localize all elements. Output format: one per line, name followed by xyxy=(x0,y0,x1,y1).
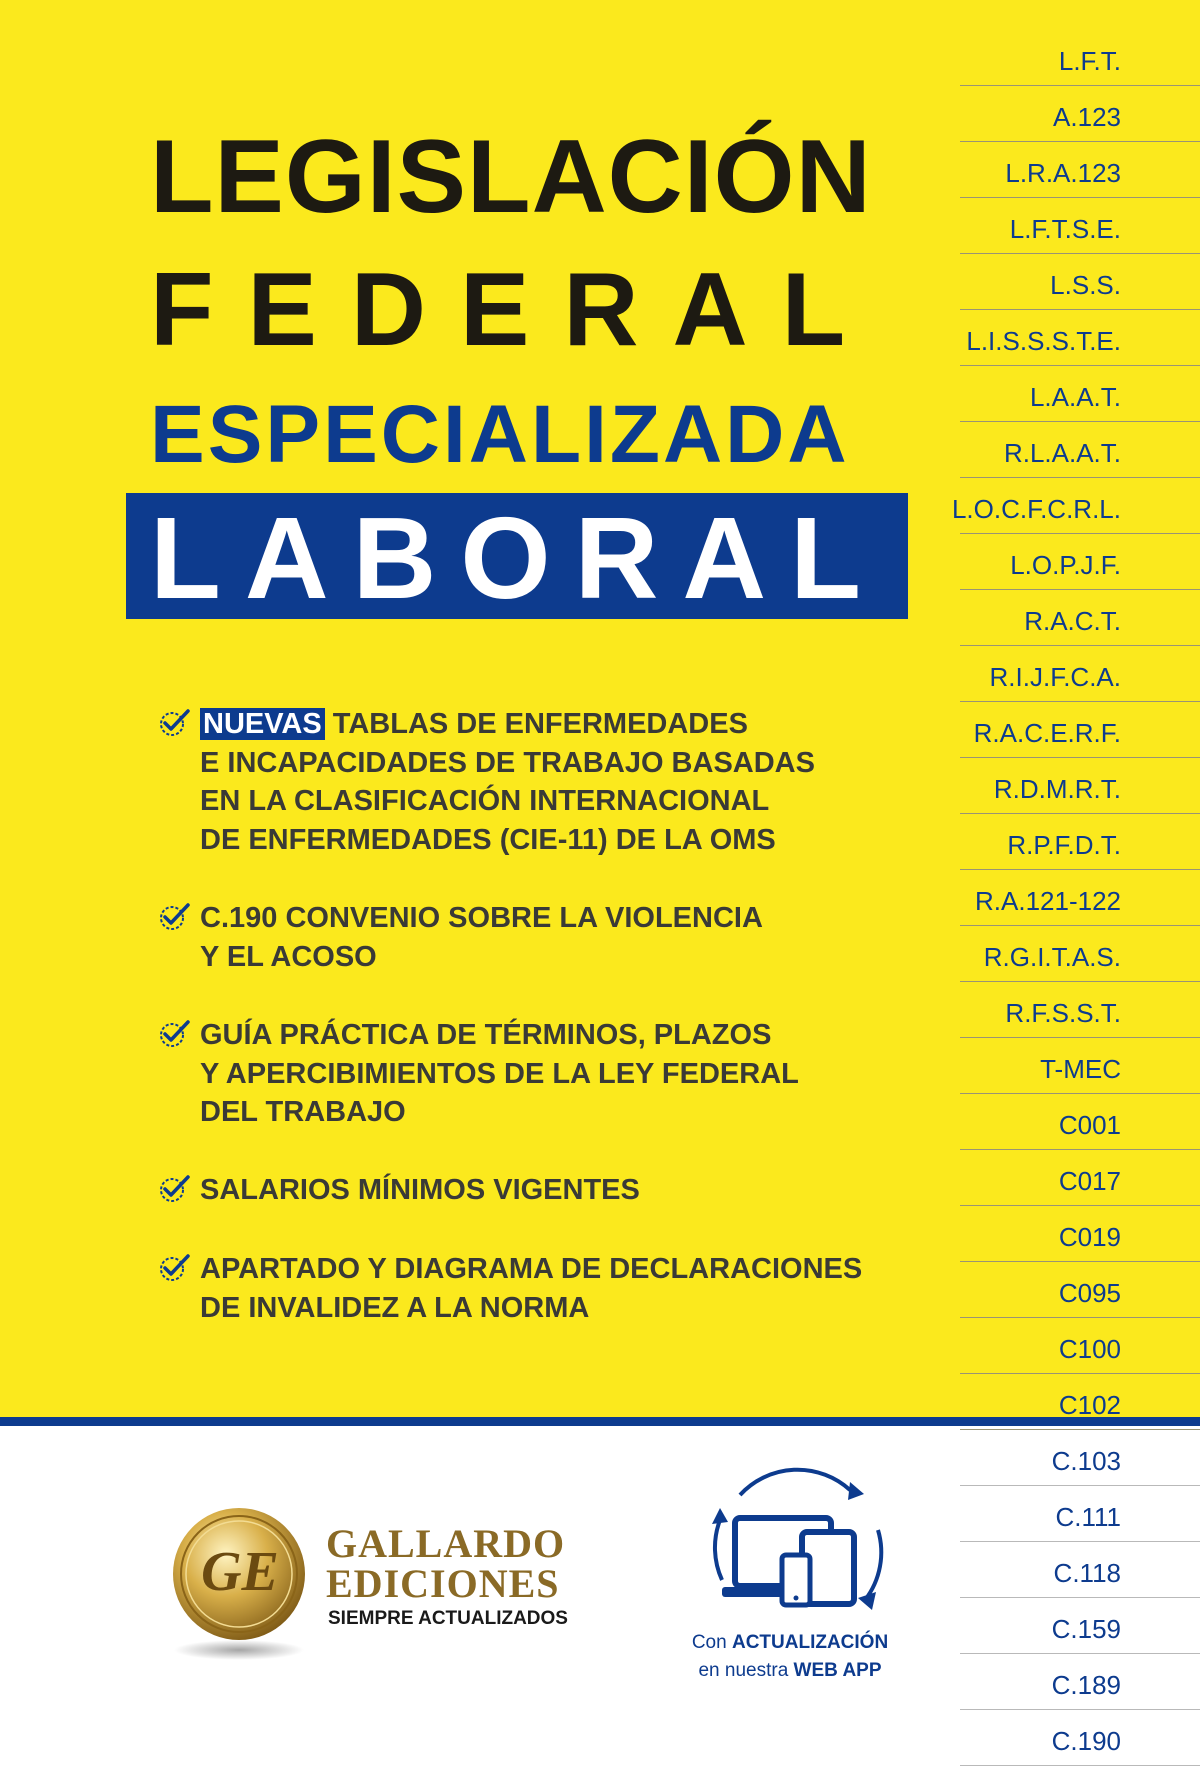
index-tab-label: C019 xyxy=(1058,1222,1121,1252)
title-especializada: ESPECIALIZADA xyxy=(150,389,850,480)
index-tab-label: R.A.C.T. xyxy=(1024,606,1121,636)
index-tab xyxy=(960,1486,1200,1542)
index-tabs xyxy=(951,30,1200,1766)
index-tab-label: R.L.A.A.T. xyxy=(1003,438,1121,468)
index-tab xyxy=(951,478,1200,534)
index-tab-label: R.G.I.T.A.S. xyxy=(983,942,1121,972)
feature-text: NUEVAS TABLAS DE ENFERMEDADES E INCAPACIDADES DE TRABAJO BASADAS EN LA CLASIFICACIÓN INTERNACIONAL DE ENFERMEDADES (CIE-11) DE LA OMS xyxy=(200,708,815,856)
index-tab xyxy=(960,1038,1200,1094)
title-laboral: LABORAL xyxy=(150,493,886,623)
index-tab xyxy=(960,590,1200,646)
index-tab-label: C.159 xyxy=(1051,1614,1121,1644)
index-tab-label: L.S.S. xyxy=(1050,270,1121,300)
index-tab-label: C.111 xyxy=(1055,1502,1121,1532)
index-tab-label: R.A.C.E.R.F. xyxy=(973,718,1121,748)
index-tab-label: C.103 xyxy=(1051,1446,1121,1476)
index-tab-label: L.F.T.S.E. xyxy=(1009,214,1121,244)
index-tab xyxy=(960,254,1200,310)
index-tab-label: C102 xyxy=(1058,1390,1121,1420)
index-tab xyxy=(960,1430,1200,1486)
feature-item xyxy=(158,705,918,859)
index-tab xyxy=(960,1542,1200,1598)
feature-text: SALARIOS MÍNIMOS VIGENTES xyxy=(200,1174,640,1206)
feature-text: APARTADO Y DIAGRAMA DE DECLARACIONES DE INVALIDEZ A LA NORMA xyxy=(200,1253,863,1324)
index-tab-label: C095 xyxy=(1058,1278,1121,1308)
index-tab-label: R.D.M.R.T. xyxy=(993,774,1121,804)
index-tab xyxy=(960,86,1200,142)
index-tab-label: C100 xyxy=(1058,1334,1121,1364)
index-tab xyxy=(960,1374,1200,1430)
feature-item xyxy=(158,1171,918,1250)
devices-sync-icon xyxy=(700,1460,890,1635)
index-tab-label: R.A.121-122 xyxy=(975,886,1121,916)
index-tab xyxy=(960,422,1200,478)
title-federal: FEDERAL xyxy=(150,252,880,368)
publisher-name: GALLARDO xyxy=(326,1521,566,1566)
index-tab-label: C001 xyxy=(1058,1110,1121,1140)
index-tab xyxy=(960,926,1200,982)
index-tab-label: L.I.S.S.S.T.E. xyxy=(966,326,1121,356)
index-tab-label: C.118 xyxy=(1053,1558,1121,1588)
webapp-badge xyxy=(680,1460,900,1700)
feature-text: C.190 CONVENIO SOBRE LA VIOLENCIA Y EL ACOSO xyxy=(200,902,763,973)
title-legislacion: LEGISLACIÓN xyxy=(150,119,872,235)
seal-monogram: GE xyxy=(201,1541,279,1603)
index-tab xyxy=(960,1094,1200,1150)
index-tab-label: C.189 xyxy=(1051,1670,1121,1700)
check-icon xyxy=(158,901,192,931)
index-tab-label: C017 xyxy=(1058,1166,1121,1196)
index-tab xyxy=(960,198,1200,254)
feature-item xyxy=(158,1016,918,1171)
index-tab-label: L.R.A.123 xyxy=(1005,158,1121,188)
nuevas-badge: NUEVAS xyxy=(200,708,325,740)
publisher-name-2: EDICIONES xyxy=(326,1561,560,1606)
publisher-slogan: SIEMPRE ACTUALIZADOS xyxy=(328,1608,568,1629)
feature-item xyxy=(158,899,918,1016)
index-tab-label: L.O.C.F.C.R.L. xyxy=(951,494,1121,524)
check-icon xyxy=(158,1173,192,1203)
index-tab xyxy=(960,1150,1200,1206)
publisher-logo xyxy=(150,1500,590,1680)
webapp-line2: en nuestra WEB APP xyxy=(698,1660,882,1681)
feature-item xyxy=(158,1250,918,1330)
index-tab xyxy=(960,366,1200,422)
index-tab xyxy=(960,814,1200,870)
check-icon xyxy=(158,707,192,737)
index-tab xyxy=(960,646,1200,702)
index-tab-label: C.190 xyxy=(1051,1726,1121,1756)
index-tab xyxy=(960,1318,1200,1374)
index-tab xyxy=(960,1206,1200,1262)
index-tab-label: R.I.J.F.C.A. xyxy=(989,662,1121,692)
index-tab xyxy=(960,1654,1200,1710)
feature-text: GUÍA PRÁCTICA DE TÉRMINOS, PLAZOS Y APERCIBIMIENTOS DE LA LEY FEDERAL DEL TRABAJO xyxy=(200,1019,799,1128)
index-tab-label: T-MEC xyxy=(1040,1054,1121,1084)
index-tab xyxy=(960,142,1200,198)
index-tab-label: A.123 xyxy=(1053,102,1121,132)
index-tab xyxy=(960,1598,1200,1654)
index-tab xyxy=(960,310,1200,366)
index-tab-label: R.F.S.S.T. xyxy=(1005,998,1121,1028)
index-tab xyxy=(960,758,1200,814)
index-tab-label: L.O.P.J.F. xyxy=(1010,550,1121,580)
index-tab xyxy=(960,702,1200,758)
feature-list xyxy=(158,705,918,1330)
index-tab xyxy=(960,982,1200,1038)
index-tab xyxy=(960,30,1200,86)
check-icon xyxy=(158,1018,192,1048)
check-icon xyxy=(158,1252,192,1282)
index-tab-label: L.A.A.T. xyxy=(1029,382,1121,412)
webapp-line1: Con ACTUALIZACIÓN xyxy=(691,1632,889,1653)
index-tab xyxy=(960,534,1200,590)
index-tab xyxy=(960,1710,1200,1766)
index-tab xyxy=(960,870,1200,926)
index-tab xyxy=(960,1262,1200,1318)
index-tab-label: R.P.F.D.T. xyxy=(1007,830,1121,860)
index-tab-label: L.F.T. xyxy=(1058,46,1121,76)
